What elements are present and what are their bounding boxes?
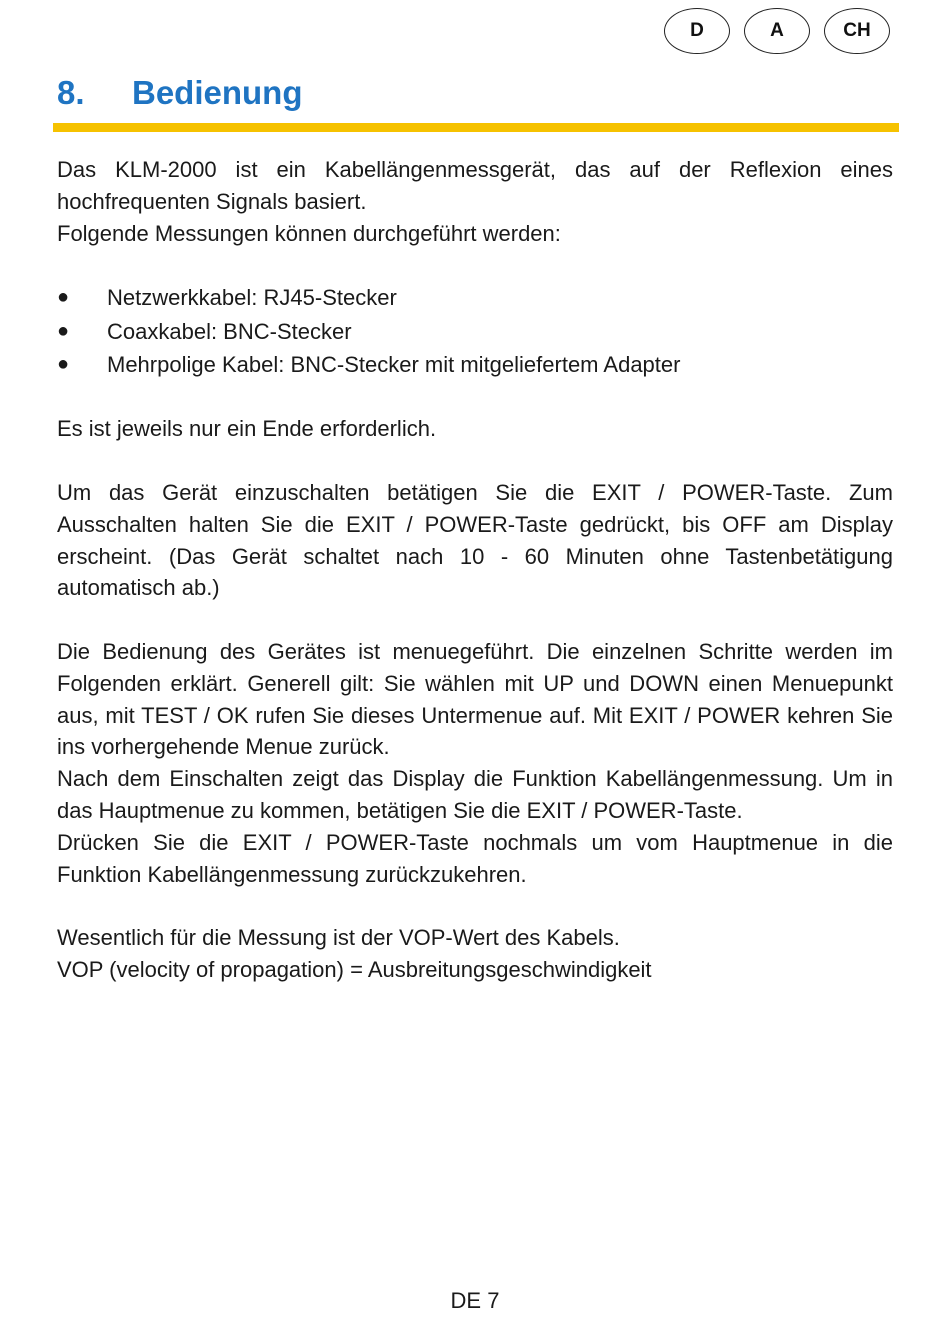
list-item	[57, 315, 893, 349]
paragraph-menu: Die Bedienung des Gerätes ist menuegeführt. Die einzelnen Schritte werden im Folgenden erklärt. Generell gilt: Sie wählen mit UP und DOWN einen Menuepunkt aus, mit TEST / OK rufen Sie dieses Untermenue auf. Mit EXIT / POWER kehren Sie ins vorhergehende Menue zurück.	[57, 639, 893, 760]
paragraph-return: Drücken Sie die EXIT / POWER-Taste nochmals um vom Hauptmenue in die Funktion Kabellängenmessung zurückzukehren.	[57, 829, 893, 887]
paragraph-startup: Nach dem Einschalten zeigt das Display die Funktion Kabellängenmessung. Um in das Hauptmenue zu kommen, betätigen Sie die EXIT / POWER-Taste.	[57, 766, 893, 824]
bullet-icon: ●	[57, 286, 70, 309]
page-number: DE 7	[450, 1288, 500, 1313]
heading-divider	[53, 123, 899, 132]
spacer	[57, 890, 893, 922]
country-badge-ch: CH	[824, 8, 890, 54]
paragraph-one-end: Es ist jeweils nur ein Ende erforderlich.	[57, 416, 437, 442]
bullet-icon: ●	[57, 353, 70, 376]
country-badge-at: A	[744, 8, 810, 54]
list-item-text: Netzwerkkabel: RJ45-Stecker	[107, 285, 397, 311]
intro-sentence: Das KLM-2000 ist ein Kabellängenmessgerät, das auf der Reflexion eines hochfrequenten Signals basiert.	[57, 157, 893, 214]
paragraph-vop-intro: Wesentlich für die Messung ist der VOP-Wert des Kabels.	[57, 925, 620, 951]
bullet-icon: ●	[57, 319, 70, 342]
list-item-text: Mehrpolige Kabel: BNC-Stecker mit mitgeliefertem Adapter	[107, 352, 681, 378]
measurement-list	[57, 281, 893, 382]
list-item-text: Coaxkabel: BNC-Stecker	[107, 318, 352, 344]
section-title: Bedienung	[132, 74, 303, 111]
spacer	[57, 382, 893, 414]
section-number: 8.	[57, 74, 85, 111]
spacer	[57, 249, 893, 281]
spacer	[57, 604, 893, 636]
list-item	[57, 348, 893, 382]
body-text	[57, 154, 893, 986]
spacer	[57, 445, 893, 477]
section-heading	[57, 74, 303, 112]
paragraph-power: Um das Gerät einzuschalten betätigen Sie die EXIT / POWER-Taste. Zum Ausschalten halten Sie die EXIT / POWER-Taste gedrückt, bis OFF am Display erscheint. (Das Gerät schaltet nach 10 - 60 Minuten ohne Tastenbetätigung automatisch ab.)	[57, 480, 893, 601]
country-badge-de: D	[664, 8, 730, 54]
intro-lead: Folgende Messungen können durchgeführt werden:	[57, 220, 561, 246]
list-item	[57, 281, 893, 315]
paragraph-vop-definition: VOP (velocity of propagation) = Ausbreitungsgeschwindigkeit	[57, 957, 652, 983]
country-badges	[664, 8, 890, 54]
